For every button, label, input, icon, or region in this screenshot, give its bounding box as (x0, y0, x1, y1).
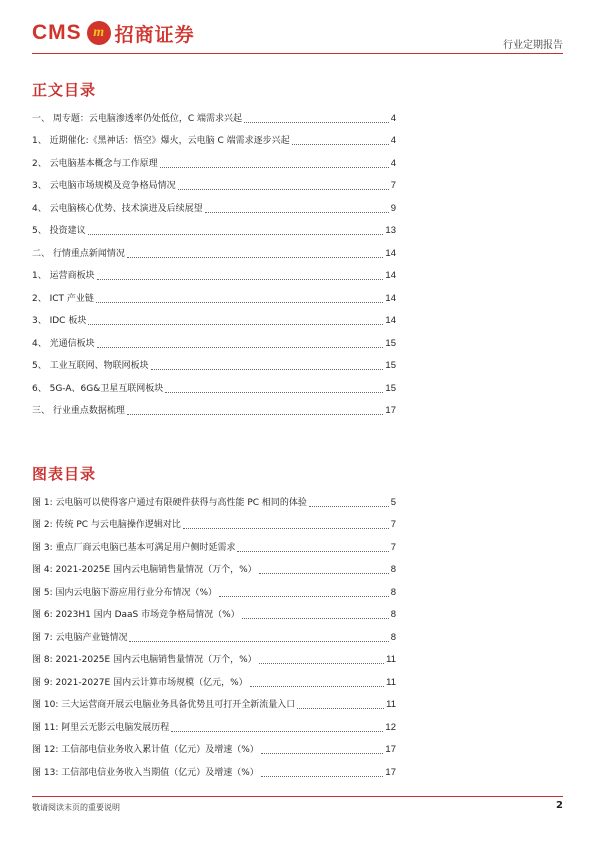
footer-divider (32, 796, 563, 797)
figure-entry-page: 12 (385, 721, 396, 733)
figure-entry-label: 图 7: 云电脑产业链情况 (32, 632, 128, 643)
dot-leader (297, 698, 384, 709)
figure-entry[interactable] (32, 735, 396, 758)
contents-entry-page: 13 (385, 225, 396, 236)
dot-leader (219, 586, 389, 597)
figure-entry-page: 17 (385, 766, 396, 778)
contents-entry-label: 2、 云电脑基本概念与工作原理 (32, 158, 158, 169)
figure-entry[interactable] (32, 757, 396, 780)
contents-entry-page: 15 (385, 382, 396, 394)
contents-entry-label: 二、 行情重点新闻情况 (32, 248, 125, 259)
contents-list (32, 103, 396, 418)
contents-section-title: 正文目录 (32, 81, 97, 99)
page-number: 2 (556, 800, 563, 811)
dot-leader (183, 518, 389, 529)
figure-entry-page: 8 (390, 631, 396, 643)
contents-entry[interactable] (32, 283, 396, 306)
contents-entry-page: 15 (385, 360, 396, 371)
dot-leader (309, 496, 389, 507)
figures-section-title: 图表目录 (32, 465, 97, 483)
contents-entry-page: 14 (385, 315, 396, 326)
dot-leader (178, 179, 389, 190)
report-type-label: 行业定期报告 (503, 40, 563, 51)
dot-leader (292, 134, 389, 145)
contents-entry-label: 2、 ICT 产业链 (32, 293, 94, 304)
contents-entry-page: 4 (390, 135, 396, 146)
figure-entry-label: 图 10: 三大运营商开展云电脑业务具备优势且可打开全新流量入口 (32, 700, 296, 710)
contents-entry[interactable] (32, 216, 396, 239)
contents-entry-label: 5、 投资建议 (32, 226, 86, 236)
figure-entry-label: 图 3: 重点厂商云电脑已基本可满足用户侧时延需求 (32, 542, 236, 553)
contents-entry[interactable] (32, 373, 396, 396)
header-divider (32, 53, 563, 54)
dot-leader (151, 359, 384, 370)
figure-entry[interactable] (32, 600, 396, 623)
contents-entry[interactable] (32, 306, 396, 329)
contents-entry-label: 4、 云电脑核心优势、技术演进及后续展望 (32, 203, 203, 214)
contents-entry[interactable] (32, 261, 396, 284)
contents-entry[interactable] (32, 193, 396, 216)
dot-leader (261, 743, 384, 754)
figure-entry[interactable] (32, 510, 396, 533)
page-header (32, 18, 563, 54)
figure-entry-page: 7 (390, 519, 396, 530)
dot-leader (96, 292, 384, 303)
figure-entry[interactable] (32, 532, 396, 555)
figure-entry[interactable] (32, 577, 396, 600)
dot-leader (127, 404, 384, 415)
figure-entry-label: 图 13: 工信部电信业务收入当期值（亿元）及增速（%） (32, 767, 259, 778)
figure-entry-label: 图 5: 国内云电脑下游应用行业分布情况（%） (32, 587, 218, 598)
figure-entry-page: 11 (386, 676, 396, 688)
figures-list (32, 487, 396, 780)
contents-entry[interactable] (32, 328, 396, 351)
contents-entry-label: 6、 5G-A、6G&卫星互联网板块 (32, 383, 164, 394)
contents-entry-page: 4 (390, 112, 396, 124)
figure-entry-page: 8 (390, 609, 396, 620)
dot-leader (88, 224, 384, 235)
dot-leader (205, 202, 389, 213)
figure-entry-page: 11 (386, 654, 396, 665)
figure-entry[interactable] (32, 690, 396, 713)
contents-entry-page: 17 (385, 405, 396, 416)
figure-entry-label: 图 11: 阿里云无影云电脑发展历程 (32, 722, 170, 733)
contents-entry[interactable] (32, 351, 396, 374)
dot-leader (160, 157, 389, 168)
figure-entry[interactable] (32, 645, 396, 668)
dot-leader (259, 563, 389, 574)
figure-entry-label: 图 6: 2023H1 国内 DaaS 市场竞争格局情况（%） (32, 610, 240, 620)
dot-leader (244, 112, 389, 123)
contents-entry-label: 一、 周专题：云电脑渗透率仍处低位，C 端需求兴起 (32, 113, 243, 124)
logo-latin-text: CMS (32, 21, 82, 44)
dot-leader (259, 653, 384, 664)
contents-entry-page: 4 (390, 157, 396, 169)
contents-entry[interactable] (32, 148, 396, 171)
contents-entry-label: 3、 IDC 板块 (32, 316, 87, 326)
contents-entry-label: 4、 光通信板块 (32, 338, 95, 349)
figure-entry-page: 8 (390, 564, 396, 575)
contents-entry-label: 5、 工业互联网、物联网板块 (32, 361, 149, 371)
contents-entry[interactable] (32, 238, 396, 261)
figure-entry-page: 17 (385, 744, 396, 755)
figure-entry-label: 图 8: 2021-2025E 国内云电脑销售量情况（万个，%） (32, 655, 257, 665)
figure-entry-label: 图 1: 云电脑可以使得客户通过有限硬件获得与高性能 PC 相同的体验 (32, 497, 307, 508)
figure-entry[interactable] (32, 555, 396, 578)
contents-entry-page: 14 (385, 247, 396, 259)
footer-disclaimer: 敬请阅读末页的重要说明 (32, 803, 120, 812)
dot-leader (261, 766, 384, 777)
logo-chinese-text: 招商证券 (114, 23, 195, 46)
dot-leader (165, 382, 383, 393)
figure-entry-page: 7 (390, 541, 396, 553)
figure-entry-label: 图 4: 2021-2025E 国内云电脑销售量情况（万个，%） (32, 565, 257, 575)
dot-leader (250, 676, 384, 687)
contents-entry-page: 7 (390, 180, 396, 191)
figure-entry[interactable] (32, 667, 396, 690)
figure-entry-label: 图 2: 传统 PC 与云电脑操作逻辑对比 (32, 520, 181, 530)
contents-entry-label: 三、 行业重点数据梳理 (32, 406, 125, 416)
contents-entry-page: 9 (390, 202, 396, 214)
dot-leader (242, 608, 389, 619)
dot-leader (171, 721, 383, 732)
dot-leader (97, 337, 384, 348)
logo-badge-icon: m (87, 21, 111, 45)
figure-entry[interactable] (32, 487, 396, 510)
contents-entry[interactable] (32, 103, 396, 126)
figure-entry[interactable] (32, 712, 396, 735)
contents-entry-page: 14 (385, 292, 396, 304)
figure-entry-page: 8 (390, 586, 396, 598)
dot-leader (129, 631, 388, 642)
dot-leader (127, 247, 384, 258)
figure-entry[interactable] (32, 622, 396, 645)
figure-entry-label: 图 12: 工信部电信业务收入累计值（亿元）及增速（%） (32, 745, 259, 755)
contents-entry-page: 14 (385, 270, 396, 281)
dot-leader (237, 541, 388, 552)
contents-entry[interactable] (32, 126, 396, 149)
cms-logo (32, 18, 195, 48)
contents-entry[interactable] (32, 171, 396, 194)
contents-entry-label: 3、 云电脑市场规模及竞争格局情况 (32, 181, 176, 191)
contents-entry-page: 15 (385, 337, 396, 349)
contents-entry-label: 1、 运营商板块 (32, 271, 95, 281)
contents-entry[interactable] (32, 396, 396, 419)
dot-leader (97, 269, 384, 280)
figure-entry-page: 5 (390, 496, 396, 508)
figure-entry-label: 图 9: 2021-2027E 国内云计算市场规模（亿元，%） (32, 677, 248, 688)
figure-entry-page: 11 (386, 699, 396, 710)
contents-entry-label: 1、 近期催化:《黑神话：悟空》爆火，云电脑 C 端需求逐步兴起 (32, 136, 290, 146)
dot-leader (88, 314, 383, 325)
